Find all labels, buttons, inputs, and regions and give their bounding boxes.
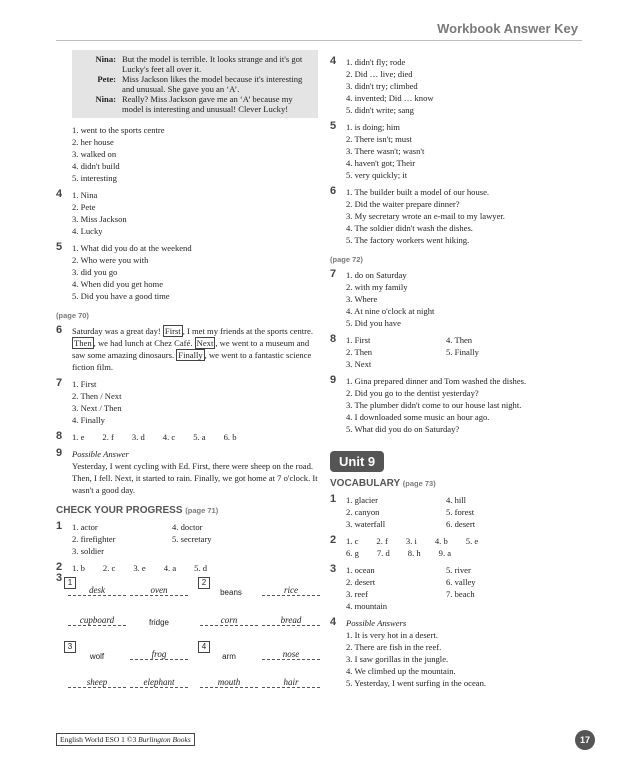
exercise-r7: 7 1. do on Saturday 2. with my family 3. Where 4. At nine o'clock at night 5. Did you have	[330, 268, 435, 328]
puzzle-word: hair	[262, 677, 320, 688]
exercise-4: 4 1. Nina 2. Pete 3. Miss Jackson 4. Lucky	[56, 188, 127, 236]
puzzle-word: bread	[262, 615, 320, 626]
answer-list: 1. went to the sports centre 2. her house 3. walked on 4. didn't build 5. interesting	[72, 125, 165, 183]
progress-2: 2 1. b 2. c 3. e 4. a 5. d	[56, 561, 208, 573]
puzzle-word: corn	[200, 615, 258, 626]
page-ref: (page 70)	[56, 311, 89, 320]
puzzle-word: rice	[262, 585, 320, 596]
boxed-word: First	[164, 326, 181, 336]
puzzle-word: desk	[68, 585, 126, 596]
vocab-2: 2 1. c 2. f 3. i 4. b 5. e 6. g 7. d 8. h 9. a	[330, 534, 479, 558]
puzzle-word: cupboard	[68, 615, 126, 626]
puzzle-word: mouth	[200, 677, 258, 688]
vocab-1: 1 1. glacier 2. canyon 3. waterfall 4. hill 5. forest 6. desert	[330, 493, 476, 529]
dialogue-line: Nina: Really? Miss Jackson gave me an ‘A’ because my model is interesting and unusual! Clever Lucky!	[95, 94, 293, 114]
exercise-r4: 4 1. didn't fly; rode 2. Did … live; died 3. didn't try; climbed 4. invented; Did … know 5. didn't write; sang	[330, 55, 434, 115]
exercise-7: 7 1. First 2. Then / Next 3. Next / Then 4. Finally	[56, 377, 122, 425]
puzzle-word: elephant	[130, 677, 188, 688]
puzzle-word: sheep	[68, 677, 126, 688]
puzzle-word: wolf	[89, 652, 105, 661]
exercise-9: 9 Possible Answer Yesterday, I went cycling with Ed. First, there were sheep on the road. Then, I fell. Next, it started to rain. Finally, we got home at 7 o'clock. It wasn't a good day.	[56, 447, 318, 495]
header-title: Workbook Answer Key	[437, 21, 578, 36]
dialogue-line: Nina: But the model is terrible. It looks strange and it's got Lucky's feet all over it.	[95, 54, 303, 74]
section-heading: CHECK YOUR PROGRESS (page 71)	[56, 505, 219, 516]
left-column	[56, 50, 318, 574]
page-number: 17	[575, 730, 595, 750]
footer-credit: English World ESO 1 ©3 Burlington Books	[56, 733, 195, 746]
page-ref: (page 72)	[330, 255, 363, 264]
exercise-r9: 9 1. Gina prepared dinner and Tom washed the dishes. 2. Did you go to the dentist yesterday? 3. The plumber didn't come to our house last night. 4. I downloaded some music an hour ago. 5. What did you do on Saturday?	[330, 374, 527, 434]
unit-badge: Unit 9	[330, 451, 384, 472]
exercise-6: 6 Saturday was a great day! First , I met my friends at the sports centre. Then , we had lunch at Chez Café. Next , we went to a museum and saw some amazing dinosaurs. Finally , we went to a fantastic science fiction film.	[56, 324, 313, 372]
puzzle-word: fridge	[148, 618, 169, 627]
progress-3-number: 3	[56, 572, 63, 584]
vocab-3: 3 1. ocean 2. desert 3. reef 4. mountain 5. river 6. valley 7. beach	[330, 563, 476, 611]
puzzle-word: nose	[262, 649, 320, 660]
puzzle-word: beans	[220, 588, 242, 597]
puzzle-word: arm	[222, 652, 236, 661]
exercise-5: 5 1. What did you do at the weekend 2. Who were you with 3. did you go 4. When did you get home 5. Did you have a good time	[56, 241, 192, 301]
vocab-4: 4 Possible Answers 1. It is very hot in a desert. 2. There are fish in the reef. 3. I saw gorillas in the jungle. 4. We climbed up the mountain. 5. Yesterday, I went surfing in the ocean.	[330, 616, 487, 688]
exercise-r6: 6 1. The builder built a model of our house. 2. Did the waiter prepare dinner? 3. My secretary wrote an e-mail to my lawyer. 4. The soldier didn't wash the dishes. 5. The factory workers went hiking.	[330, 185, 505, 245]
progress-1: 1 1. actor 2. firefighter 3. soldier 4. doctor 5. secretary	[56, 520, 212, 556]
dialogue-box	[72, 50, 318, 118]
exercise-r5: 5 1. is doing; him 2. There isn't; must 3. There wasn't; wasn't 4. haven't got; Their 5. very quickly; it	[330, 120, 425, 180]
boxed-word: Finally	[178, 350, 203, 360]
header-rule	[56, 40, 582, 41]
puzzle-word: frog	[130, 649, 188, 660]
right-column	[330, 50, 580, 689]
exercise-8: 8 1. e 2. f 3. d 4. c 5. a 6. b	[56, 430, 237, 442]
puzzle-word: oven	[130, 585, 188, 596]
dialogue-line: Pete: Miss Jackson likes the model because it's interesting and unusual. She gave you an ‘A’.	[97, 74, 303, 94]
word-puzzle: 1 2 3 4 desk oven beans rice cupboard fridge corn bread wolf frog arm nose sheep elephant mouth hair	[64, 577, 324, 697]
exercise-r8: 8 1. First 2. Then 3. Next 4. Then 5. Finally	[330, 333, 479, 369]
section-heading: VOCABULARY (page 73)	[330, 478, 436, 489]
boxed-word: Next	[196, 338, 214, 348]
boxed-word: Then	[74, 338, 92, 348]
